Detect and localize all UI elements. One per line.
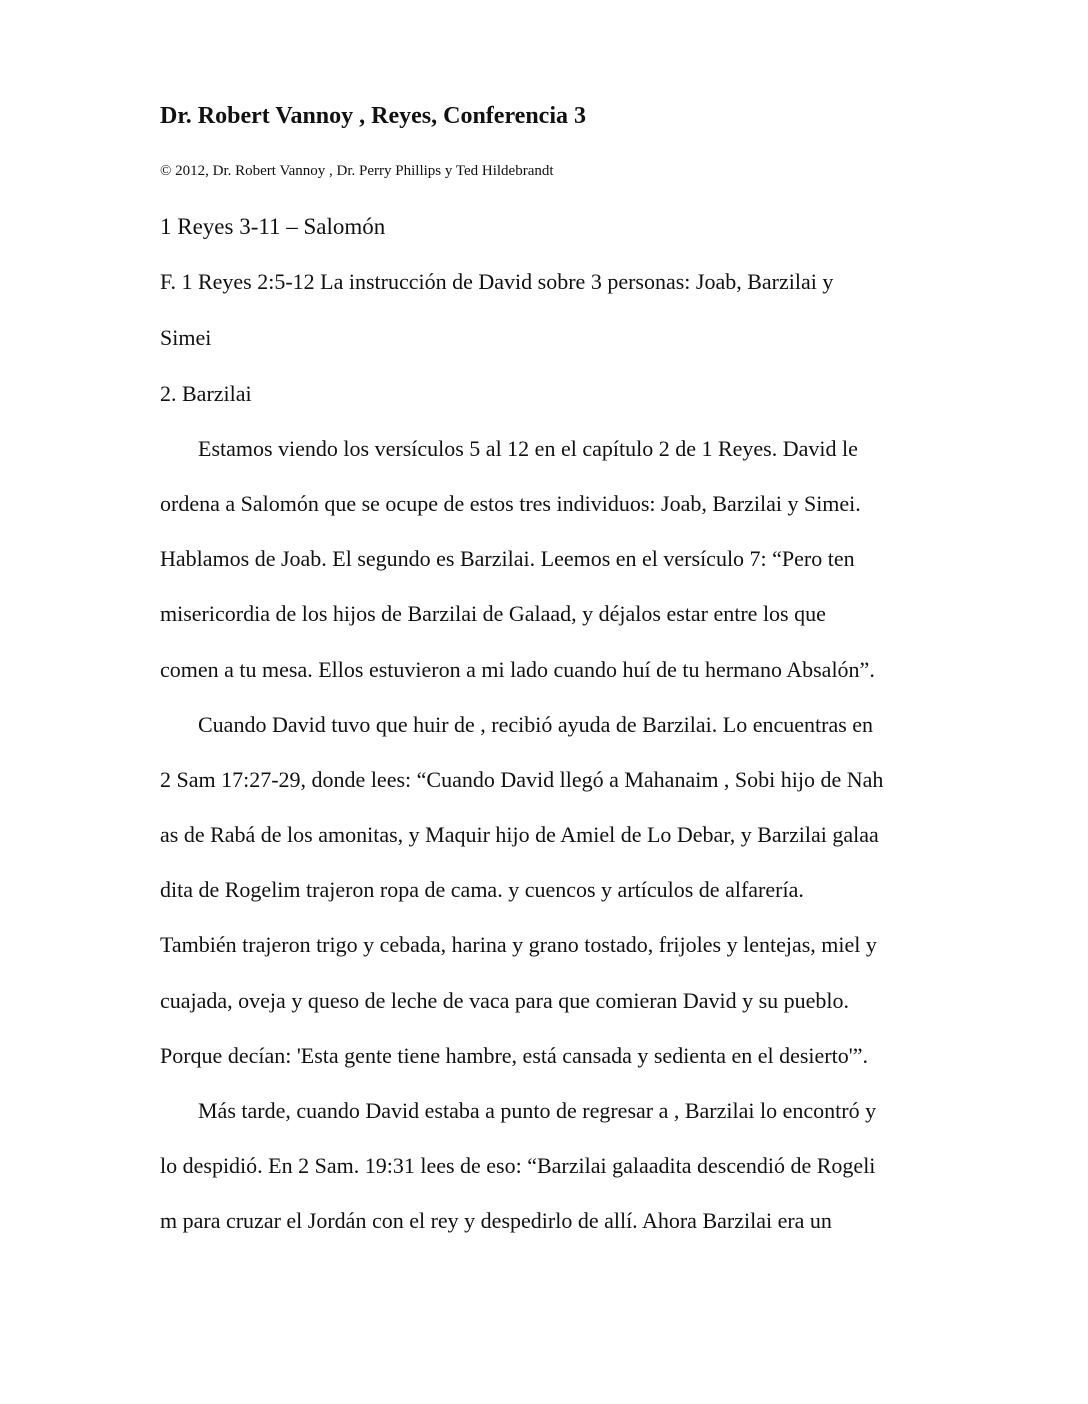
document-title: Dr. Robert Vannoy , Reyes, Conferencia 3	[160, 103, 586, 129]
section-line: F. 1 Reyes 2:5-12 La instrucción de David sobre 3 personas: Joab, Barzilai y	[160, 269, 834, 294]
body-line: ordena a Salomón que se ocupe de estos tres individuos: Joab, Barzilai y Simei.	[160, 491, 861, 516]
body-line: cuajada, oveja y queso de leche de vaca para que comieran David y su pueblo.	[160, 988, 850, 1013]
body-line: m para cruzar el Jordán con el rey y despedirlo de allí. Ahora Barzilai era un	[160, 1208, 832, 1233]
body-line: dita de Rogelim trajeron ropa de cama. y cuencos y artículos de alfarería.	[160, 877, 804, 902]
body-line: Estamos viendo los versículos 5 al 12 en el capítulo 2 de 1 Reyes. David le	[198, 436, 858, 461]
body-line: Más tarde, cuando David estaba a punto de regresar a , Barzilai lo encontró y	[198, 1098, 877, 1123]
copyright-line: © 2012, Dr. Robert Vannoy , Dr. Perry Phillips y Ted Hildebrandt	[160, 163, 554, 179]
body-line: misericordia de los hijos de Barzilai de Galaad, y déjalos estar entre los que	[160, 601, 826, 626]
body-line: lo despidió. En 2 Sam. 19:31 lees de eso: “Barzilai galaadita descendió de Rogeli	[160, 1153, 876, 1178]
body-line: comen a tu mesa. Ellos estuvieron a mi lado cuando huí de tu hermano Absalón”.	[160, 657, 875, 682]
body-line: Porque decían: 'Esta gente tiene hambre, está cansada y sedienta en el desierto'”.	[160, 1043, 868, 1068]
body-line: Cuando David tuvo que huir de , recibió ayuda de Barzilai. Lo encuentras en	[198, 712, 874, 737]
subsection-heading: 2. Barzilai	[160, 381, 252, 406]
body-line: 2 Sam 17:27-29, donde lees: “Cuando David llegó a Mahanaim , Sobi hijo de Nah	[160, 767, 884, 792]
body-line: También trajeron trigo y cebada, harina y grano tostado, frijoles y lentejas, miel y	[160, 932, 877, 957]
section-heading: 1 Reyes 3-11 – Salomón	[160, 214, 386, 239]
body-line: as de Rabá de los amonitas, y Maquir hijo de Amiel de Lo Debar, y Barzilai galaa	[160, 822, 879, 847]
section-line: Simei	[160, 325, 212, 350]
body-line: Hablamos de Joab. El segundo es Barzilai. Leemos en el versículo 7: “Pero ten	[160, 546, 855, 571]
